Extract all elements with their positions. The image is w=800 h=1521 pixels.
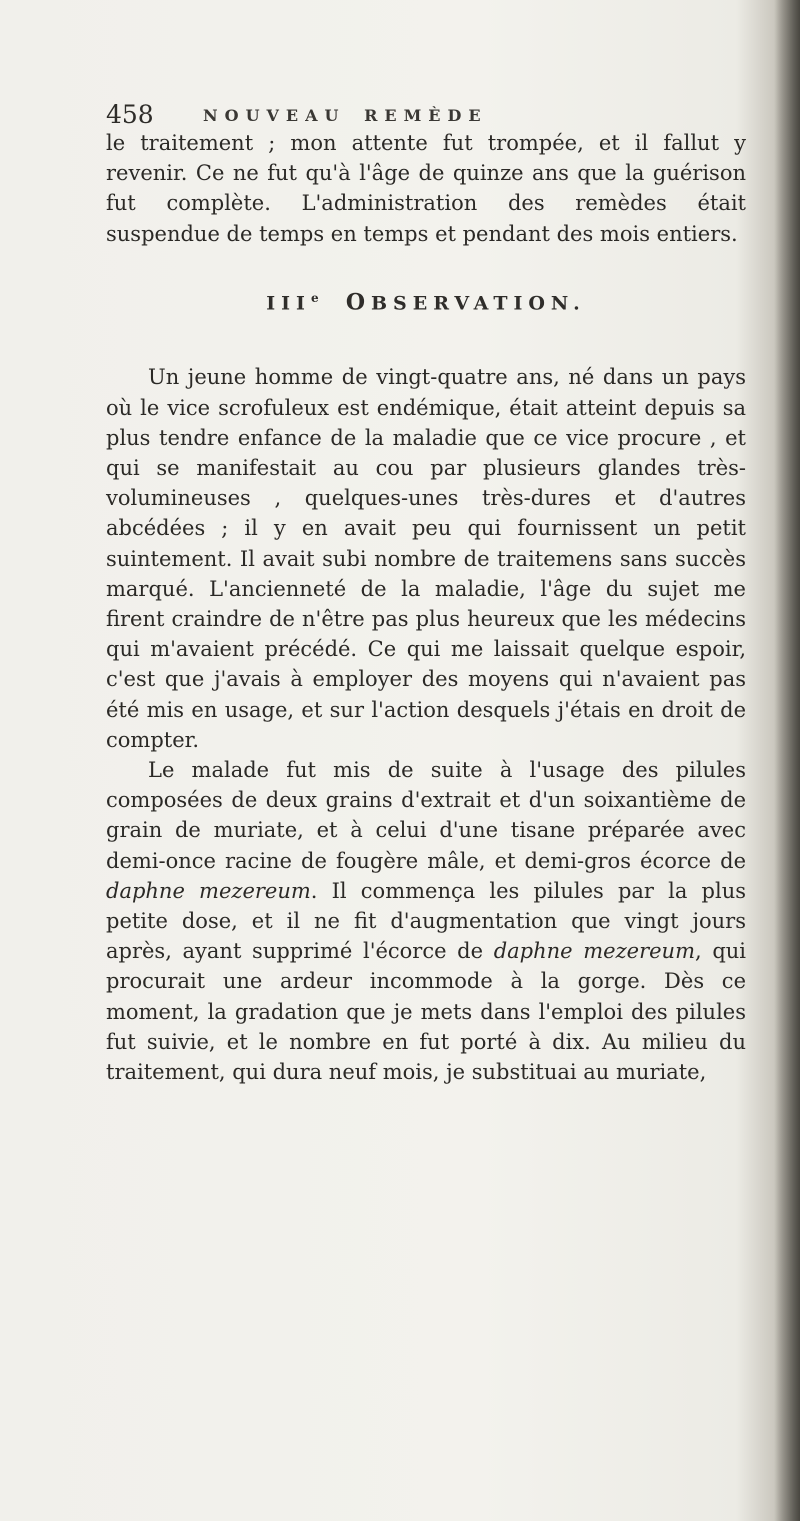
paragraph-treatment <box>106 755 746 1087</box>
paragraph-treatment-part2: . Il commença les pilules par la plus petite dose, et il ne fit d'augmentation que vingt jours après, ayant supprimé l'écorce de <box>106 878 746 964</box>
paragraph-treatment-part1: Le malade fut mis de suite à l'usage des pilules composées de deux grains d'extrait et d'un soixantième de grain de muriate, et à celui d'une tisane préparée avec demi-once racine de fougère mâle, et demi-gros écorce de <box>106 757 746 873</box>
section-heading <box>106 283 746 319</box>
heading-first-letter: O <box>345 289 371 316</box>
running-title-left: NOUVEAU <box>203 106 346 125</box>
page-number: 458 <box>106 100 154 129</box>
paragraph-continued: le traitement ; mon attente fut trompée, et il fallut y revenir. Ce ne fut qu'à l'âge de quinze ans que la guérison fut complète. L'administration des remèdes était suspendue de temps en temps et pendant des mois entiers. <box>106 131 746 246</box>
heading-superscript: e <box>310 290 321 305</box>
running-title-right: REMÈDE <box>364 106 488 125</box>
paragraph-treatment-italic2: daphne mezereum <box>493 939 695 964</box>
paragraph-observation: Un jeune homme de vingt-quatre ans, né dans un pays où le vice scrofuleux est endémique, était atteint depuis sa plus tendre enfance de la maladie que ce vice procure , et qui se manifestait au cou par plusieurs glandes très-volumineuses , quelques-unes très-dures et d'autres abcédées ; il y en avait peu qui fournissent un petit suintement. Il avait subi nombre de traitemens sans succès marqué. L'ancienneté de la maladie, l'âge du sujet me firent craindre de n'être pas plus heureux que les médecins qui m'avaient précédé. Ce qui me laissait quelque espoir, c'est que j'avais à employer des moyens qui n'avaient pas été mis en usage, et sur l'action desquels j'étais en droit de compter. <box>106 365 746 752</box>
body-text <box>106 128 746 1087</box>
paragraph-treatment-italic1: daphne mezereum <box>106 878 311 903</box>
page-edge-shadow <box>774 0 800 1521</box>
heading-numeral: III <box>266 292 311 315</box>
running-title <box>203 106 488 125</box>
paragraph-treatment-part3: , qui procurait une ardeur incommode à la gorge. Dès ce moment, la gradation que je mets dans l'emploi des pilules fut suivie, et le nombre en fut porté à dix. Au milieu du traitement, qui dura neuf mois, je substituai au muriate, <box>106 939 747 1085</box>
heading-rest: BSERVATION. <box>371 292 586 315</box>
